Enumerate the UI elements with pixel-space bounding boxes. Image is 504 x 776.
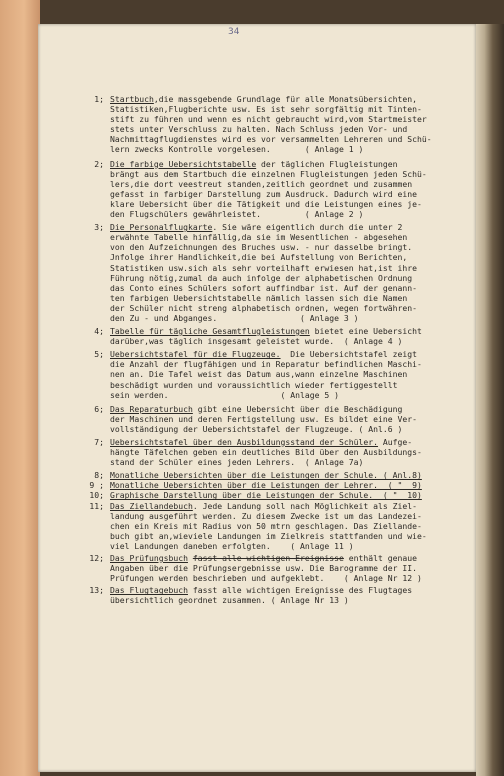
underlined-heading: Graphische Darstellung über die Leistungen der Schule. ( " 10) [110, 490, 422, 501]
text-segment: lern zwecks Kontrolle vorgelesen. ( Anlage 1 ) [110, 144, 364, 155]
text-segment: beschädigt wurden und voraussichtlich wieder fertiggestellt [110, 379, 398, 390]
item-number: 13; [89, 585, 104, 596]
text-line [110, 349, 474, 359]
text-segment: sein werden. ( Anlage 5 ) [110, 389, 340, 400]
text-line [110, 414, 474, 424]
text-segment: erwähnte Tabelle hinfällig,da sie im Wesentlichen - abgesehen [110, 232, 408, 243]
text-line [110, 252, 474, 262]
text-segment: nen an. Die Tafel weist das Datum aus,wann einzelne Maschinen [110, 369, 408, 380]
underlined-heading: Uebersichtstafel für die Flugzeuge. [110, 349, 281, 360]
underlined-heading: Das Ziellandebuch [110, 500, 193, 511]
text-segment: Führung nötig,zumal da auch infolge der alphabetischen Ordnung [110, 272, 413, 283]
text-segment: lers,die dort veestreut standen,zeitlich geordnet und zusammen [110, 178, 413, 189]
text-segment: Angaben über die Prüfungsergebnisse usw. Die Barogramme der II. [110, 563, 417, 574]
text-line [110, 263, 474, 273]
text-line [110, 447, 474, 457]
text-line [110, 114, 474, 124]
text-segment: gibt eine Uebersicht über die Beschädigung [192, 403, 403, 414]
text-line [110, 424, 474, 434]
text-segment: landung ausgeführt werden. Zu diesem Zwecke ist um das Landezei- [110, 510, 422, 521]
text-line [110, 134, 474, 144]
text-segment: fasst alle wichtigen Ereignisse des Flugtages [187, 585, 413, 596]
text-line [110, 104, 474, 114]
text-segment: stand der Schüler eines jeden Lehrers. ( Anlage 7a) [110, 457, 364, 468]
text-line [110, 531, 474, 541]
underlined-heading: Die farbige Uebersichtstabelle [110, 158, 257, 169]
text-segment: den Zu - und Abganges. ( Anlage 3 ) [110, 312, 359, 323]
list-item [78, 159, 474, 220]
list-item [78, 490, 474, 500]
text-segment: ,die massgebende Grundlage für alle Monatsübersichten, [153, 94, 417, 104]
text-line [110, 480, 474, 490]
item-number: 6; [94, 403, 104, 414]
text-line [110, 336, 474, 346]
text-segment: den Flugschülers gewährleistet. ( Anlage 2 ) [110, 209, 364, 220]
text-line [110, 124, 474, 134]
text-line [110, 232, 474, 242]
text-segment: hängte Täfelchen geben ein deutliches Bild über den Ausbildungs- [110, 447, 422, 458]
text-segment: die Anzahl der flugfähigen und in Reparatur befindlichen Maschi- [110, 359, 422, 370]
text-segment: stets unter Verschluss zu halten. Nach Schluss jeden Vor- und [110, 124, 408, 135]
text-line [110, 326, 474, 336]
binder-strip [0, 0, 40, 776]
text-segment: . Jede Landung soll nach Möglichkeit als Ziel- [192, 500, 417, 511]
text-segment: der Maschinen und deren Fertigstellung usw. Es bildet eine Ver- [110, 413, 417, 424]
text-line [110, 501, 474, 511]
item-number: 10; [89, 490, 104, 501]
text-line [110, 541, 474, 551]
text-line [110, 169, 474, 179]
item-number: 7; [94, 437, 104, 447]
item-number: 9 ; [89, 480, 104, 491]
item-number: 11; [89, 500, 104, 511]
item-number: 3; [94, 222, 104, 233]
item-number: 12; [89, 553, 104, 564]
text-line [110, 359, 474, 369]
text-line [110, 553, 474, 563]
list-item [78, 501, 474, 551]
list-item [78, 404, 474, 434]
text-line [110, 470, 474, 480]
underlined-heading: Das Reparaturbuch [110, 403, 193, 414]
text-segment: darüber,was täglich insgesamt geleistet wurde. ( Anlage 4 ) [110, 336, 403, 347]
text-line [110, 490, 474, 500]
page-number: 34 [228, 27, 240, 37]
text-line [110, 242, 474, 252]
text-segment: Die Uebersichtstafel zeigt [280, 349, 418, 360]
underlined-heading: Startbuch [110, 94, 154, 104]
text-segment: von den Aufzeichnungen des Bruches usw. - nur dasselbe bringt. [110, 242, 413, 253]
text-segment: das Conto eines Schülers sofort auffindbar ist. Auf der genann- [110, 282, 417, 293]
item-number: 8; [94, 470, 104, 481]
text-segment: stift zu führen und wenn es nicht gebraucht wird,vom Startmeister [110, 114, 427, 125]
struck-text: fasst alle wichtigen Ereignisse [192, 553, 344, 564]
text-segment: klare Uebersicht über die Tätigkeit und die Leistungen eines je- [110, 198, 422, 209]
text-segment: Aufge- [378, 437, 413, 447]
text-segment: brängt aus dem Startbuch die einzelnen Flugleistungen jeden Schü- [110, 168, 427, 179]
list-item [78, 326, 474, 346]
item-number: 5; [94, 349, 104, 360]
text-line [110, 189, 474, 199]
list-item [78, 480, 474, 490]
text-line [110, 585, 474, 595]
text-segment: . Sie wäre eigentlich durch die unter 2 [212, 222, 403, 233]
text-segment: übersichtlich geordnet zusammen. ( Anlage Nr 13 ) [110, 595, 349, 606]
text-line [110, 222, 474, 232]
underlined-heading: Uebersichtstafel über den Ausbildungsstand der Schüler. [110, 437, 379, 447]
text-line [110, 159, 474, 169]
text-line [110, 313, 474, 323]
text-line [110, 573, 474, 583]
text-line [110, 94, 474, 104]
text-segment: chen ein Kreis mit Radius von 50 mtrn geschlagen. Das Ziellande- [110, 520, 422, 531]
text-line [110, 563, 474, 573]
text-line [110, 390, 474, 400]
text-segment: bietet eine Uebersicht [309, 326, 422, 337]
text-segment: Prüfungen werden beschrieben und aufgeklebt. ( Anlage Nr 12 ) [110, 573, 422, 584]
underlined-heading: Tabelle für tägliche Gesamtflugleistungen [110, 326, 310, 337]
item-number: 1; [94, 94, 104, 104]
text-line [110, 144, 474, 154]
document-page [38, 24, 476, 772]
text-segment: Jnfolge ihrer Handlichkeit,die bei Aufstellung von Berichten, [110, 252, 408, 263]
page-edge [476, 24, 504, 776]
underlined-heading: Das Prüfungsbuch [110, 553, 188, 564]
underlined-heading: Die Personalflugkarte [110, 222, 213, 233]
underlined-heading: Das Flugtagebuch [110, 585, 188, 596]
text-line [110, 404, 474, 414]
list-item [78, 437, 474, 467]
list-item [78, 349, 474, 399]
text-segment: Statistiken usw.sich als sehr vorteilhaft erwiesen hat,ist ihre [110, 262, 417, 273]
item-number: 2; [94, 158, 104, 169]
text-line [110, 209, 474, 219]
list-item [78, 553, 474, 583]
list-item [78, 585, 474, 605]
text-segment: Nachmittagflugdienstes wird es vor versammelten Lehreren und Schü- [110, 134, 432, 145]
text-segment: ten farbigen Uebersichtstabelle nämlich lassen sich die Namen [110, 292, 408, 303]
text-segment: der Schüler nicht streng alphabetisch ordnen, wegen fortwähren- [110, 302, 417, 313]
text-line [110, 595, 474, 605]
text-segment: enthält genaue [343, 553, 417, 564]
list-item [78, 94, 474, 155]
text-line [110, 521, 474, 531]
list-item [78, 470, 474, 480]
text-line [110, 273, 474, 283]
text-line [110, 437, 474, 447]
text-segment: der täglichen Flugleistungen [256, 158, 398, 169]
item-number: 4; [94, 326, 104, 337]
text-line [110, 179, 474, 189]
text-line [110, 293, 474, 303]
text-segment: buch gibt an,wieviele Landungen im Zielkreis stattfanden und wie- [110, 530, 427, 541]
underlined-heading: Monatliche Uebersichten über die Leistungen der Lehrer. ( " 9) [110, 480, 422, 491]
numbered-list [78, 94, 474, 606]
text-line [110, 380, 474, 390]
underlined-heading: Monatliche Uebersichten über die Leistungen der Schule. ( Anl.8) [110, 470, 422, 481]
text-segment: viel Landungen daneben erfolgten. ( Anlage 11 ) [110, 540, 354, 551]
text-segment: Statistiken,Flugberichte usw. Es ist sehr sorgfältig mit Tinten- [110, 104, 422, 115]
text-line [110, 511, 474, 521]
list-item [78, 222, 474, 323]
text-segment: vollständigung der Uebersichtstafel der Flugzeuge. ( Anl.6 ) [110, 423, 403, 434]
text-segment: gefasst in farbiger Darstellung zum Ausdruck. Dadurch wird eine [110, 188, 417, 199]
text-line [110, 199, 474, 209]
text-line [110, 369, 474, 379]
text-line [110, 457, 474, 467]
text-line [110, 283, 474, 293]
text-line [110, 303, 474, 313]
